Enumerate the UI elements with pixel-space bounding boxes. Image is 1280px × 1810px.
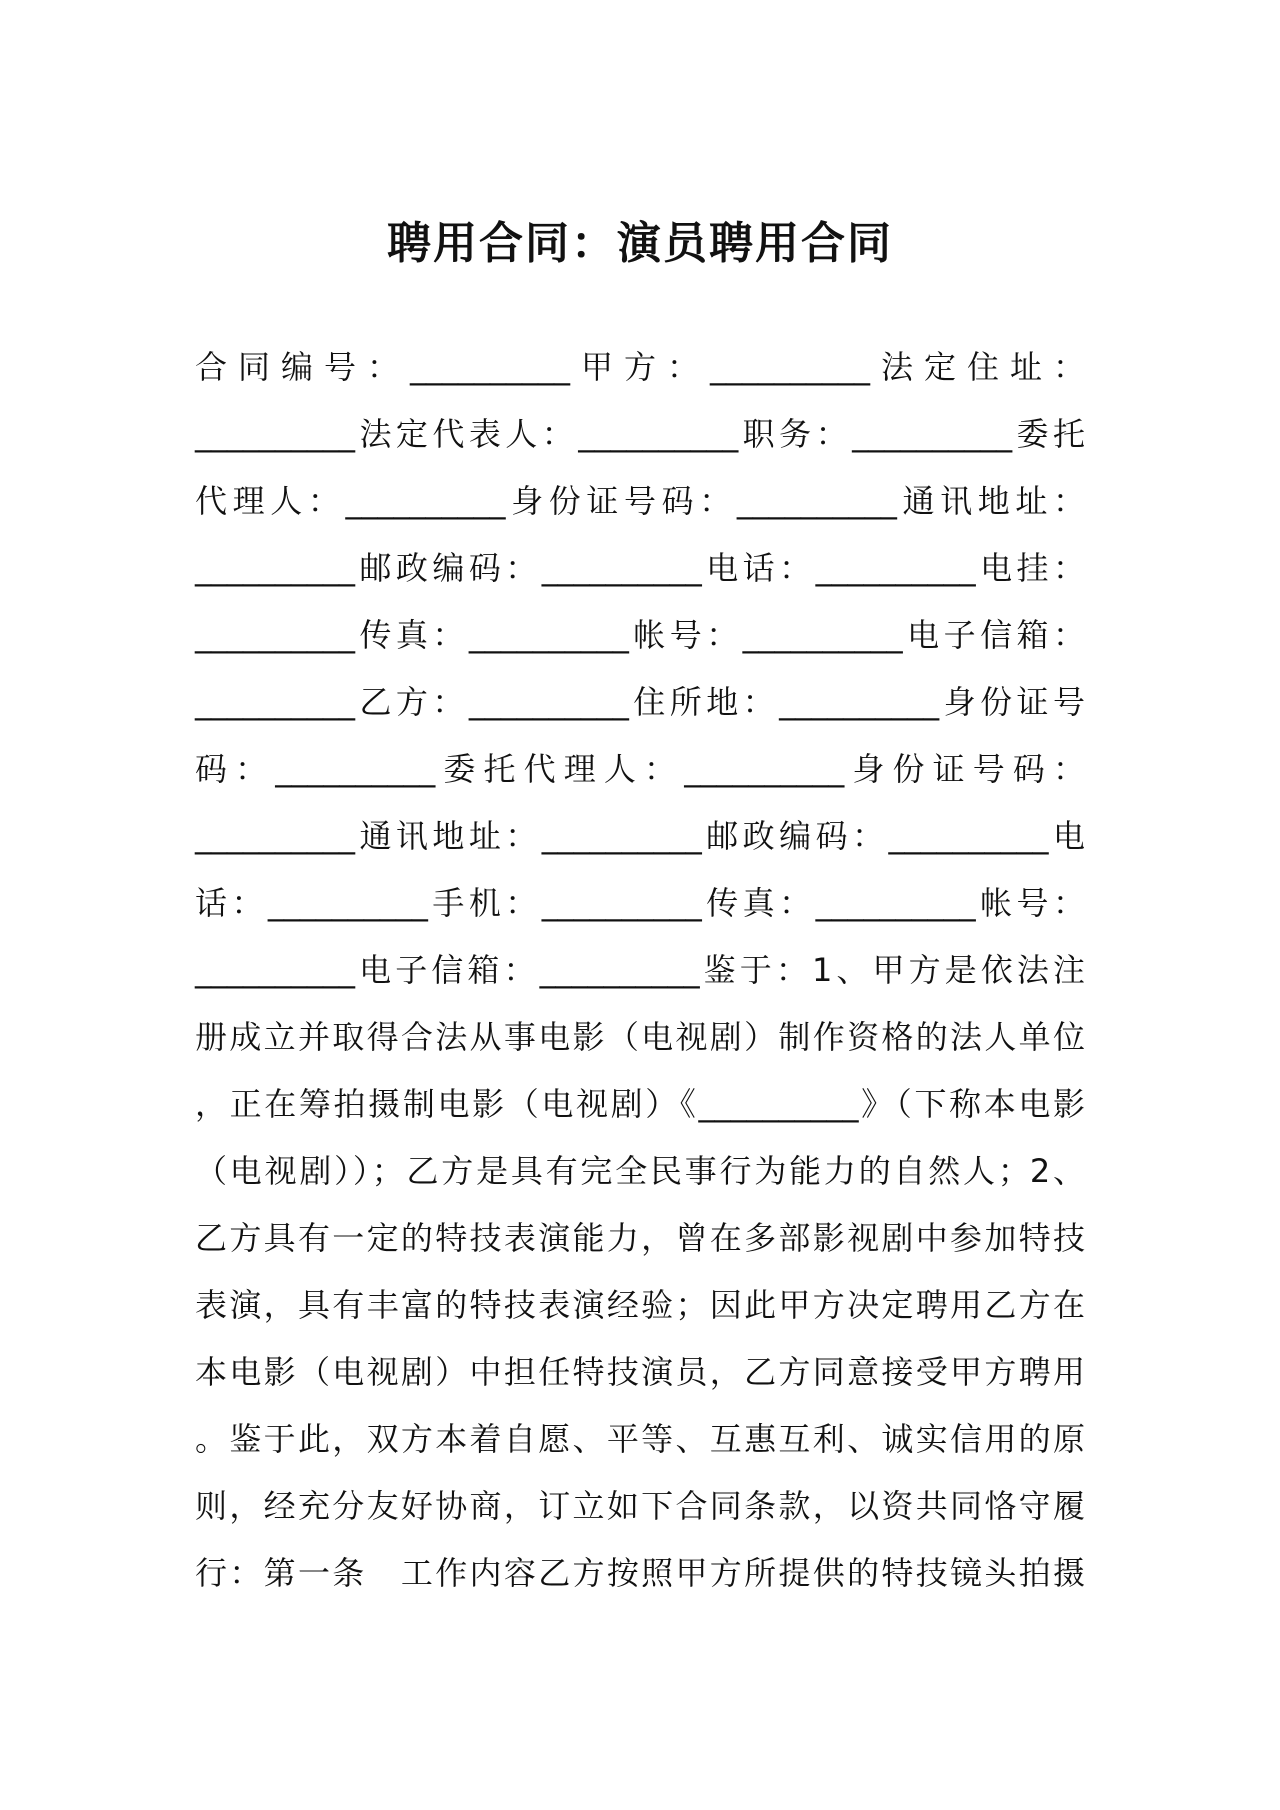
- body-line: 行：第一条 工作内容乙方按照甲方所提供的特技镜头拍摄: [195, 1554, 1085, 1592]
- contract-body: [195, 335, 1085, 1608]
- body-line: 合同编号：__________甲方：__________法定住址：: [195, 348, 1085, 386]
- body-line: 。鉴于此，双方本着自愿、平等、互惠互利、诚实信用的原: [195, 1420, 1085, 1458]
- body-line: 则，经充分友好协商，订立如下合同条款，以资共同恪守履: [195, 1487, 1085, 1525]
- body-line: 表演，具有丰富的特技表演经验；因此甲方决定聘用乙方在: [195, 1286, 1085, 1324]
- body-line: 本电影（电视剧）中担任特技演员，乙方同意接受甲方聘用: [195, 1353, 1085, 1391]
- body-line: __________传真：__________帐号：__________电子信箱：: [195, 616, 1085, 654]
- body-line: __________电子信箱：__________鉴于：1、甲方是依法注: [195, 951, 1085, 989]
- body-line: 乙方具有一定的特技表演能力，曾在多部影视剧中参加特技: [195, 1219, 1085, 1257]
- body-line: 代理人：__________身份证号码：__________通讯地址：: [195, 482, 1085, 520]
- body-line: __________乙方：__________住所地：__________身份证号: [195, 683, 1085, 721]
- body-line: 话：__________手机：__________传真：__________帐号：: [195, 884, 1085, 922]
- body-line: __________法定代表人：__________职务：__________委托: [195, 415, 1085, 453]
- body-line: __________邮政编码：__________电话：__________电挂：: [195, 549, 1085, 587]
- document-title: 聘用合同：演员聘用合同: [387, 218, 893, 269]
- body-line: （电视剧））；乙方是具有完全民事行为能力的自然人；2、: [195, 1152, 1085, 1190]
- body-line: 码：__________委托代理人：__________身份证号码：: [195, 750, 1085, 788]
- body-line: 册成立并取得合法从事电影（电视剧）制作资格的法人单位: [195, 1018, 1085, 1056]
- body-line: ，正在筹拍摄制电影（电视剧）《__________》（下称本电影: [195, 1085, 1085, 1123]
- body-line: __________通讯地址：__________邮政编码：__________电: [195, 817, 1085, 855]
